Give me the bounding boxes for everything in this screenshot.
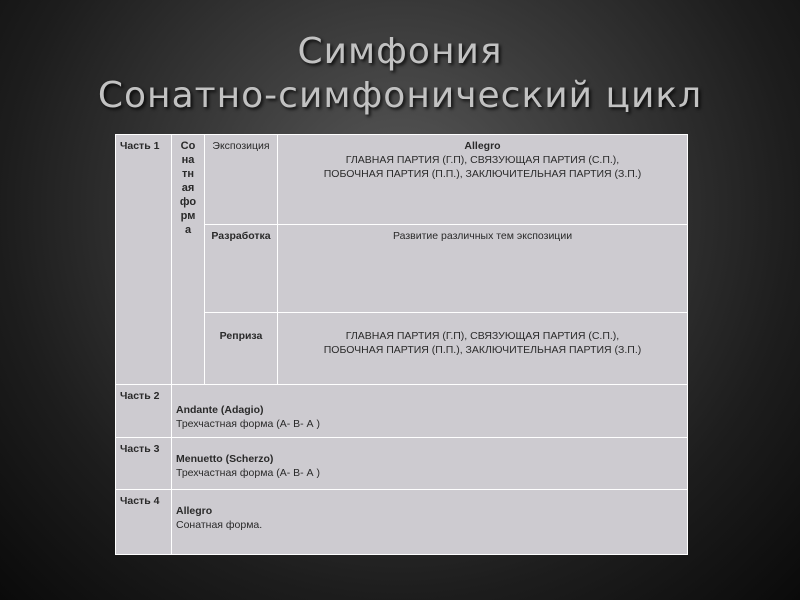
part3-tempo: Menuetto (Scherzo) <box>176 453 274 465</box>
table-row <box>116 490 688 555</box>
slide-title <box>0 30 800 118</box>
part4-form: Сонатная форма. <box>176 519 263 531</box>
part2-label: Часть 2 <box>116 385 172 438</box>
part4-content <box>172 490 688 555</box>
table-row <box>116 135 688 225</box>
part3-label: Часть 3 <box>116 438 172 490</box>
part1-label: Часть 1 <box>116 135 172 385</box>
part3-content <box>172 438 688 490</box>
part4-tempo: Allegro <box>176 505 213 517</box>
recapitulation-line-1: ГЛАВНАЯ ПАРТИЯ (Г.П), СВЯЗУЮЩАЯ ПАРТИЯ (С.П.), <box>345 330 620 342</box>
part2-content <box>172 385 688 438</box>
part2-tempo: Andante (Adagio) <box>176 404 264 416</box>
recapitulation-content <box>278 313 688 385</box>
exposition-line-1: ГЛАВНАЯ ПАРТИЯ (Г.П), СВЯЗУЮЩАЯ ПАРТИЯ (С.П.), <box>345 154 620 166</box>
symphony-table <box>115 134 688 555</box>
title-line-2: Сонатно-симфонический цикл <box>97 75 703 116</box>
part3-form: Трехчастная форма (А- В- А ) <box>176 467 320 479</box>
part4-label: Часть 4 <box>116 490 172 555</box>
part2-form: Трехчастная форма (А- В- А ) <box>176 418 320 430</box>
exposition-line-2: ПОБОЧНАЯ ПАРТИЯ (П.П.), ЗАКЛЮЧИТЕЛЬНАЯ ПАРТИЯ (З.П.) <box>323 168 642 180</box>
development-line-1: Развитие различных тем экспозиции <box>392 230 573 242</box>
development-label: Разработка <box>205 225 278 313</box>
development-content <box>278 225 688 313</box>
recapitulation-label: Реприза <box>205 313 278 385</box>
table-row <box>116 438 688 490</box>
recapitulation-line-2: ПОБОЧНАЯ ПАРТИЯ (П.П.), ЗАКЛЮЧИТЕЛЬНАЯ ПАРТИЯ (З.П.) <box>323 344 642 356</box>
exposition-content <box>278 135 688 225</box>
title-line-1: Симфония <box>297 31 503 72</box>
sonata-form-vertical-label: Сонатная форма <box>172 135 205 385</box>
exposition-tempo: Allegro <box>464 140 501 152</box>
exposition-label: Экспозиция <box>205 135 278 225</box>
table-row <box>116 385 688 438</box>
